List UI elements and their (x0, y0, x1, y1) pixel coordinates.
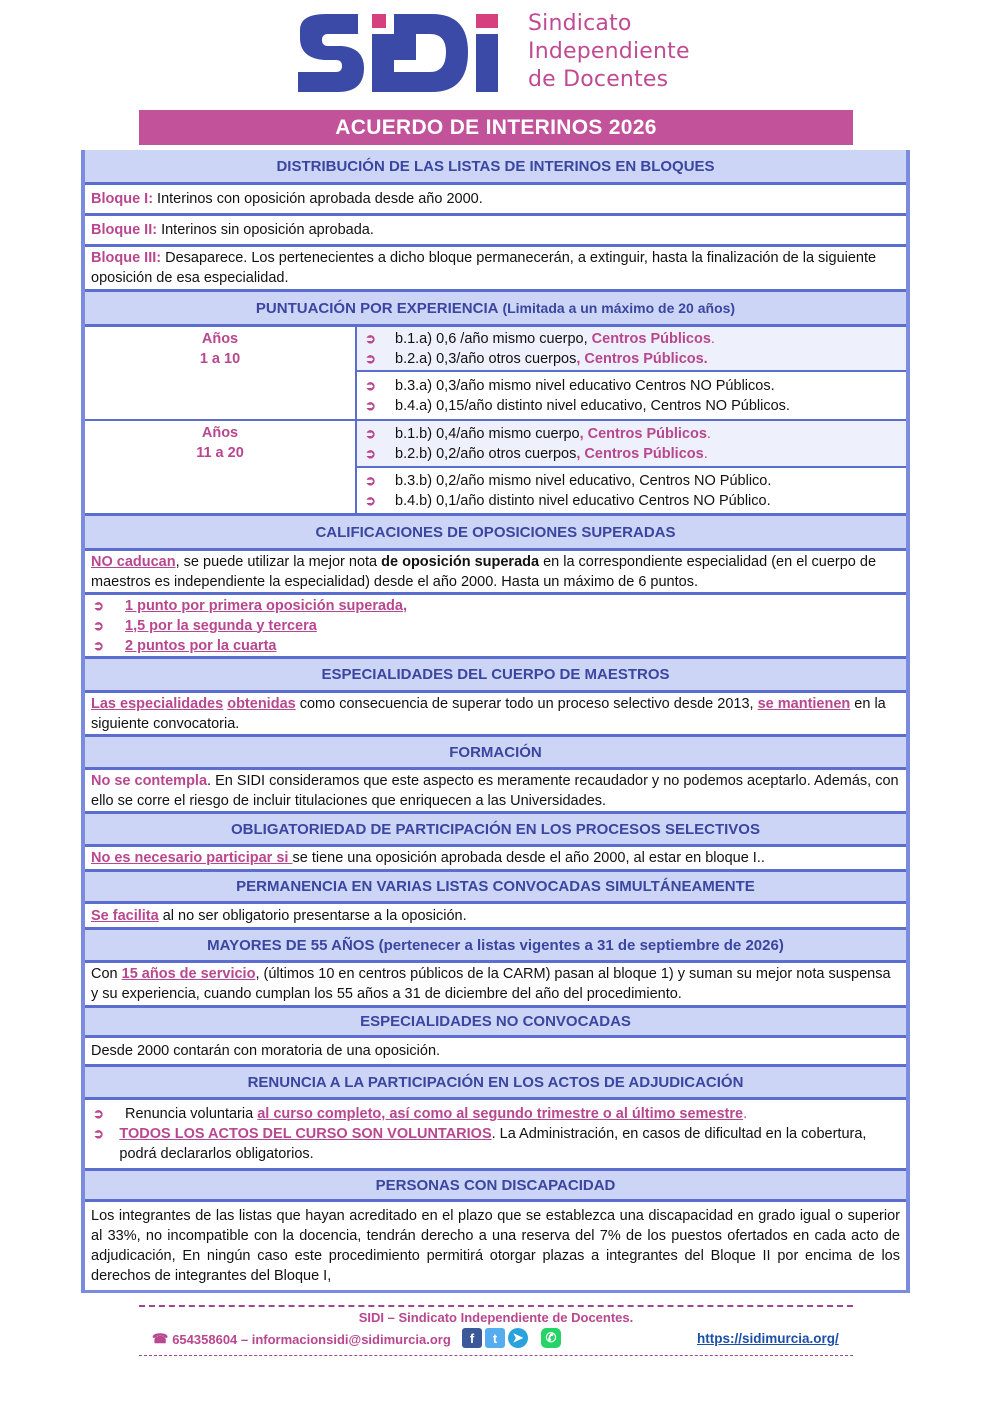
item-tail: . (710, 330, 715, 347)
arrow-bullet-icon: ➲ (365, 425, 376, 441)
exp-cell-private-11-20 (357, 468, 906, 513)
list-item-b2a (363, 349, 906, 369)
obligatoriedad-text: se tiene una oposición aprobada desde el año 2000, al estar en bloque I.. (292, 850, 765, 866)
arrow-bullet-icon: ➲ (365, 330, 376, 346)
section-header-no-convocadas: ESPECIALIDADES NO CONVOCADAS (85, 1008, 906, 1038)
section-header-formacion: FORMACIÓN (85, 737, 906, 770)
item-text: b.3.a) 0,3/año mismo nivel educativo Centros NO Públicos. (395, 377, 775, 394)
item-tail: . (706, 425, 711, 442)
section-header-discapacidad: PERSONAS CON DISCAPACIDAD (85, 1171, 906, 1202)
twitter-icon[interactable]: t (485, 1328, 505, 1348)
item-highlight: , Centros Públicos (576, 445, 704, 462)
item-highlight: , Centros Públicos (579, 425, 707, 442)
item-highlight: Centros Públicos (591, 330, 711, 347)
especialidades-text-1: como consecuencia de superar todo un proceso selectivo desde 2013, (295, 695, 758, 712)
section-header-distribucion: DISTRIBUCIÓN DE LAS LISTAS DE INTERINOS EN BLOQUES (85, 150, 906, 185)
logo-line-1: Sindicato (528, 11, 632, 36)
bloque-2-text: Interinos sin oposición aprobada. (157, 222, 374, 238)
item-text: b.4.b) 0,1/año distinto nivel educativo Centros NO Público. (395, 492, 771, 509)
arrow-bullet-icon: ➲ (93, 637, 104, 653)
years-range: 11 a 20 (196, 445, 244, 461)
calificaciones-text-1: , se puede utilizar la mejor nota (175, 553, 382, 570)
formacion-text: . En SIDI consideramos que este aspecto es meramente recaudador y no podemos aceptarlo. Además, con ello se corre el riesgo de incluir titulaciones que enriquecen a las Universidades. (91, 772, 899, 809)
section-header-permanencia: PERMANENCIA EN VARIAS LISTAS CONVOCADAS SIMULTÁNEAMENTE (85, 872, 906, 904)
exp-cell-public-1-10 (357, 327, 906, 372)
arrow-bullet-icon: ➲ (365, 472, 376, 488)
bloque-2-label: Bloque II: (91, 222, 158, 238)
todos-los-actos-text: TODOS LOS ACTOS DEL CURSO SON VOLUNTARIOS (119, 1126, 492, 1142)
discapacidad-text: Los integrantes de las listas que hayan acreditado en el plazo que se establezca una discapacidad en grado igual o superior al 33%, no incompatible con la docencia, tendrán derecho a una reserva del 7% de los puestos ofertados en cada acto de adjudicación, En ningún caso este procedimiento permitirá otorgar plazas a integrantes del Bloque II por encima de los derechos de integrantes del Bloque I, (91, 1208, 900, 1284)
formacion-row (85, 770, 906, 814)
renuncia-row (85, 1100, 906, 1171)
years-label: Años (201, 331, 239, 347)
item-text: b.3.b) 0,2/año mismo nivel educativo, Centros NO Público. (395, 472, 772, 489)
discapacidad-row (85, 1202, 906, 1290)
list-item-b1b (363, 424, 906, 444)
obligatoriedad-row (85, 847, 906, 872)
facebook-icon[interactable]: f (462, 1328, 482, 1348)
renuncia-highlight: al curso completo, así como al segundo trimestre o al último semestre (257, 1106, 744, 1122)
se-facilita-text: Se facilita (91, 907, 159, 924)
item-highlight: , Centros Públicos. (576, 350, 708, 367)
no-caducan-text: NO caducan (91, 553, 176, 570)
section-header-mayores-55: MAYORES DE 55 AÑOS (pertenecer a listas vigentes a 31 de septiembre de 2026) (85, 930, 906, 963)
arrow-bullet-icon: ➲ (365, 377, 376, 393)
item-text: b.2.a) 0,3/año otros cuerpos (395, 350, 577, 367)
mayores-55-text: , (últimos 10 en centros públicos de la CARM) pasan al bloque 1) y suman su mejor nota suspensa y su experiencia, cuando cumplan los 55 años a 31 de diciembre del año del procedimiento. (91, 966, 891, 1002)
item-text: b.2.b) 0,2/año otros cuerpos (395, 445, 577, 462)
list-item-b2b (363, 444, 906, 464)
no-se-contempla-text: No se contempla (91, 772, 208, 789)
years-label: Años (201, 425, 239, 441)
footer-org: SIDI – Sindicato Independiente de Docentes. (358, 1310, 634, 1325)
section-header-experiencia (85, 292, 906, 327)
arrow-bullet-icon: ➲ (365, 350, 376, 366)
calificaciones-bold: de oposición superada (381, 553, 540, 570)
social-icons (462, 1328, 561, 1348)
calificaciones-row (85, 551, 906, 595)
calificaciones-bullets (85, 595, 906, 659)
agreement-table (81, 150, 910, 1293)
list-item-b1a (363, 329, 906, 349)
item-tail: . (703, 445, 708, 462)
footer-contact (152, 1331, 451, 1347)
bloque-1-text: Interinos con oposición aprobada desde año 2000. (153, 191, 483, 207)
renuncia-text: Renuncia voluntaria (125, 1106, 258, 1122)
section-header-calificaciones: CALIFICACIONES DE OPOSICIONES SUPERADAS (85, 516, 906, 551)
list-item (85, 636, 900, 656)
sidi-logo-mark-icon (292, 8, 514, 98)
footer-divider-top (139, 1305, 853, 1307)
list-item (85, 616, 900, 636)
list-item-b4b (363, 491, 906, 511)
arrow-bullet-icon: ➲ (365, 492, 376, 508)
highlight-especialidades: Las especialidades (91, 695, 224, 712)
years-1-10 (85, 327, 355, 421)
experiencia-title: PUNTUACIÓN POR EXPERIENCIA (255, 299, 499, 317)
item-text: b.1.a) 0,6 /año mismo cuerpo, (395, 330, 592, 347)
highlight-obtenidas: obtenidas (227, 695, 296, 712)
section-header-renuncia: RENUNCIA A LA PARTICIPACIÓN EN LOS ACTOS DE ADJUDICACIÓN (85, 1067, 906, 1100)
list-item-b4a (363, 396, 906, 416)
phone-icon: ☎ (152, 1331, 169, 1346)
bullet-text: 1 punto por primera oposición superada, (125, 597, 407, 614)
bloque-3-row (85, 247, 906, 292)
contact-text[interactable]: 654358604 – informacionsidi@sidimurcia.org (172, 1331, 451, 1347)
bloque-1-row (85, 185, 906, 216)
bullet-text: 1,5 por la segunda y tercera (125, 617, 317, 634)
whatsapp-icon[interactable]: ✆ (541, 1328, 561, 1348)
item-text: b.1.b) 0,4/año mismo cuerpo (395, 425, 580, 442)
no-convocadas-text: Desde 2000 contarán con moratoria de una oposición. (91, 1043, 441, 1059)
page-title: ACUERDO DE INTERINOS 2026 (139, 110, 853, 145)
website-link[interactable]: https://sidimurcia.org/ (697, 1331, 839, 1346)
arrow-bullet-icon: ➲ (365, 445, 376, 461)
no-convocadas-row (85, 1038, 906, 1067)
experiencia-note: (Limitada a un máximo de 20 años) (502, 300, 736, 316)
section-header-obligatoriedad: OBLIGATORIEDAD DE PARTICIPACIÓN EN LOS PROCESOS SELECTIVOS (85, 814, 906, 847)
years-11-20 (85, 421, 355, 513)
list-item (85, 1104, 900, 1124)
quince-anos-text: 15 años de servicio (121, 966, 256, 982)
mayores-55-pre: Con (91, 966, 122, 982)
especialidades-maestros-row (85, 693, 906, 737)
calificaciones-text-2: en la correspondiente especialidad (en el cuerpo de maestros es independiente la especialidad) desde el año 2000. Hasta un máximo de 6 puntos. (91, 553, 877, 590)
no-es-necesario-text: No es necesario participar si (91, 850, 293, 866)
permanencia-text: al no ser obligatorio presentarse a la oposición. (158, 907, 467, 924)
footer-divider-bottom (139, 1355, 853, 1356)
logo-line-2: Independiente (528, 39, 690, 64)
list-item-b3b (363, 471, 906, 491)
section-header-especialidades-maestros: ESPECIALIDADES DEL CUERPO DE MAESTROS (85, 659, 906, 693)
list-item (85, 596, 900, 616)
bloque-3-text: Desaparece. Los pertenecientes a dicho bloque permanecerán, a extinguir, hasta la finalización de la siguiente oposición de esa especialidad. (91, 250, 877, 286)
bloque-1-label: Bloque I: (91, 191, 154, 207)
arrow-bullet-icon: ➲ (93, 597, 104, 613)
list-item (85, 1124, 900, 1164)
logo-line-3: de Docentes (528, 67, 669, 92)
years-range: 1 a 10 (199, 351, 241, 367)
renuncia-tail: . (743, 1106, 748, 1122)
bloque-3-label: Bloque III: (91, 250, 162, 266)
logo-text (528, 10, 690, 94)
arrow-bullet-icon: ➲ (93, 1126, 104, 1141)
bullet-text: 2 puntos por la cuarta (125, 637, 277, 654)
arrow-bullet-icon: ➲ (93, 617, 104, 633)
arrow-bullet-icon: ➲ (365, 397, 376, 413)
exp-cell-private-1-10 (357, 372, 906, 421)
renuncia-text-2: . La Administración, en casos de dificultad en la cobertura, podrá declararlos obligatorios. (119, 1126, 867, 1162)
permanencia-row (85, 904, 906, 930)
highlight-se-mantienen: se mantienen (757, 695, 851, 712)
sidi-logo (292, 8, 712, 98)
especialidades-text-2: en la siguiente convocatoria. (91, 695, 886, 732)
exp-cell-public-11-20 (357, 421, 906, 468)
list-item-b3a (363, 376, 906, 396)
mayores-55-row (85, 963, 906, 1008)
bloque-2-row (85, 216, 906, 247)
arrow-bullet-icon: ➲ (93, 1106, 104, 1121)
telegram-icon[interactable]: ➤ (508, 1328, 528, 1348)
item-text: b.4.a) 0,15/año distinto nivel educativo, Centros NO Públicos. (395, 397, 790, 414)
experience-grid (85, 327, 906, 516)
